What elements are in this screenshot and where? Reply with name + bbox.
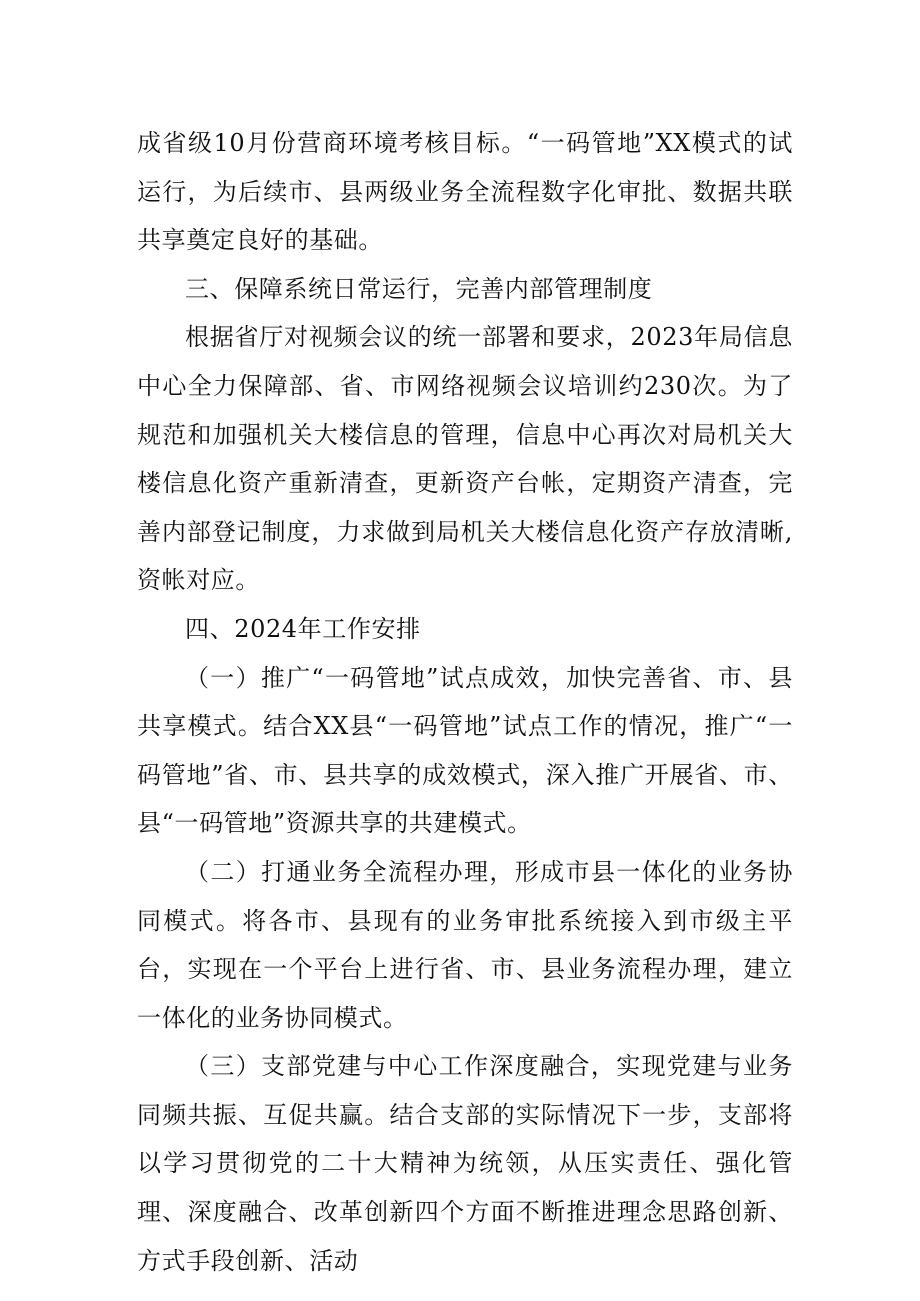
paragraph-continuation: 成省级10月份营商环境考核目标。“一码管地”XX模式的试运行，为后续市、县两级业务全流程数字化审批、数据共联共享奠定良好的基础。: [137, 129, 793, 255]
paragraph-item-one: （一）推广“一码管地”试点成效，加快完善省、市、县共享模式。结合XX县“一码管地”试点工作的情况，推广“一码管地”省、市、县共享的成效模式，深入推广开展省、市、县“一码管地”资源共享的共建模式。: [137, 663, 793, 838]
section-heading-four: 四、2024年工作安排: [185, 614, 421, 643]
paragraph-item-two: （二）打通业务全流程办理，形成市县一体化的业务协同模式。将各市、县现有的业务审批系统接入到市级主平台，实现在一个平台上进行省、市、县业务流程办理，建立一体化的业务协同模式。: [137, 857, 793, 1032]
paragraph-video-conference: 根据省厅对视频会议的统一部署和要求，2023年局信息中心全力保障部、省、市网络视频会议培训约230次。为了规范和加强机关大楼信息的管理，信息中心再次对局机关大楼信息化资产重新清查，更新资产台帐，定期资产清查，完善内部登记制度，力求做到局机关大楼信息化资产存放清晰,资帐对应。: [137, 323, 793, 595]
document-body: [137, 119, 793, 1285]
section-heading-three: 三、保障系统日常运行，完善内部管理制度: [185, 274, 653, 303]
paragraph-item-three: （三）支部党建与中心工作深度融合，实现党建与业务同频共振、互促共赢。结合支部的实际情况下一步，支部将以学习贯彻党的二十大精神为统领，从压实责任、强化管理、深度融合、改革创新四个方面不断推进理念思路创新、方式手段创新、活动: [137, 1052, 793, 1275]
